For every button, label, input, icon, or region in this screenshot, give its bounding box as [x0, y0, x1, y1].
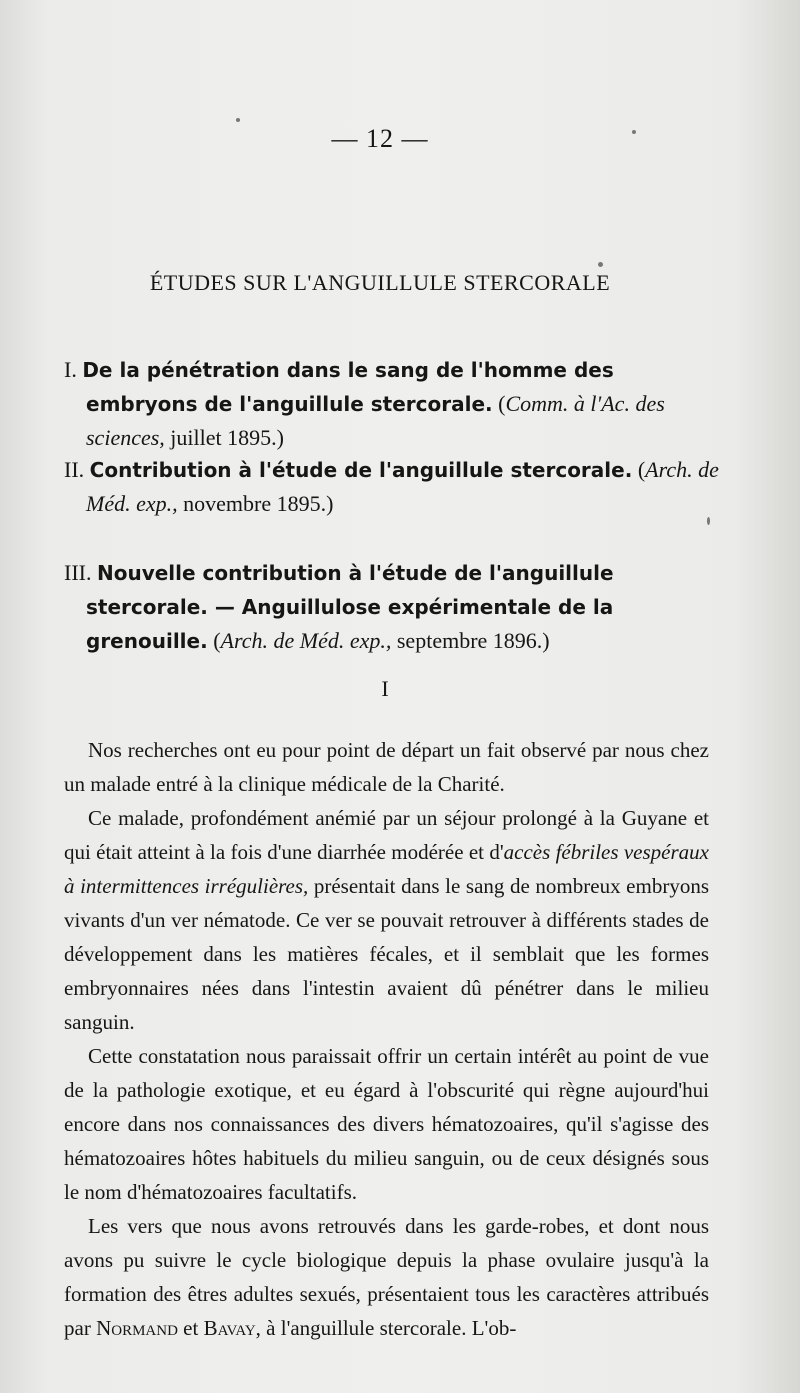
- reference-paren: (: [213, 628, 221, 653]
- reference-item: [64, 556, 732, 658]
- author-name: Bavay: [203, 1316, 256, 1340]
- reference-date: novembre 1895.): [177, 491, 334, 516]
- reference-title: Nouvelle contribution à l'étude de l'anguillule stercorale. — Anguillulose expérimentale de la grenouille.: [86, 561, 614, 653]
- reference-item: [64, 453, 732, 520]
- reference-source: Comm. à l'Ac. des sciences,: [86, 391, 665, 450]
- reference-date: juillet 1895.): [164, 425, 284, 450]
- italic-text: accès fébriles vespéraux à intermittences irrégulières,: [64, 840, 709, 898]
- text-run: présentait dans le sang de nombreux embryons vivants d'un ver nématode. Ce ver se pouvait retrouver à différents stades de développement dans les matières fécales, et il semblait que les formes embryonnaires nées dans l'intestin avaient dû pénétrer dans le milieu sanguin.: [64, 874, 709, 1034]
- reference-paren: (: [498, 391, 506, 416]
- reference-number: II.: [64, 457, 85, 482]
- reference-date: septembre 1896.): [391, 628, 550, 653]
- reference-source: Arch. de Méd. exp.,: [86, 457, 719, 516]
- reference-item: [64, 353, 732, 454]
- text-run: Ce malade, profondément anémié par un séjour prolongé à la Guyane et qui était atteint à la fois d'une diarrhée modérée et d': [64, 806, 709, 864]
- text-run: et: [177, 1316, 204, 1340]
- text-run: Les vers que nous avons retrouvés dans les garde-robes, et dont nous avons pu suivre le cycle biologique depuis la phase ovulaire jusqu'à la formation des êtres adultes sexués, présentaient tous les caractères attribués par: [64, 1214, 709, 1340]
- paragraph: [64, 1209, 709, 1345]
- reference-title: De la pénétration dans le sang de l'homme des embryons de l'anguillule stercorale.: [82, 358, 614, 416]
- chapter-heading: I: [381, 676, 389, 701]
- body-text: [64, 733, 709, 1345]
- reference-source: Arch. de Méd. exp.,: [220, 628, 392, 653]
- paragraph: [64, 801, 709, 1039]
- section-title: ÉTUDES SUR L'ANGUILLULE STERCORALE: [149, 270, 611, 295]
- paragraph: Nos recherches ont eu pour point de départ un fait observé par nous chez un malade entré à la clinique médicale de la Charité.: [64, 738, 709, 796]
- text-run: , à l'anguillule stercorale. L'ob-: [255, 1316, 517, 1340]
- page-number: — 12 —: [331, 124, 429, 153]
- speck-mark: [236, 118, 240, 122]
- reference-number: III.: [64, 560, 92, 585]
- reference-title: Contribution à l'étude de l'anguillule stercorale.: [89, 458, 633, 482]
- paragraph: Cette constatation nous paraissait offrir un certain intérêt au point de vue de la pathologie exotique, et eu égard à l'obscurité qui règne aujourd'hui encore dans nos connaissances des divers hématozoaires, qu'il s'agisse des hématozoaires hôtes habituels du milieu sanguin, ou de ceux désignés sous le nom d'hématozoaires facultatifs.: [64, 1044, 709, 1204]
- speck-mark: [598, 262, 603, 267]
- reference-paren: (: [637, 457, 646, 482]
- author-name: Normand: [96, 1316, 178, 1340]
- reference-number: I.: [64, 357, 77, 382]
